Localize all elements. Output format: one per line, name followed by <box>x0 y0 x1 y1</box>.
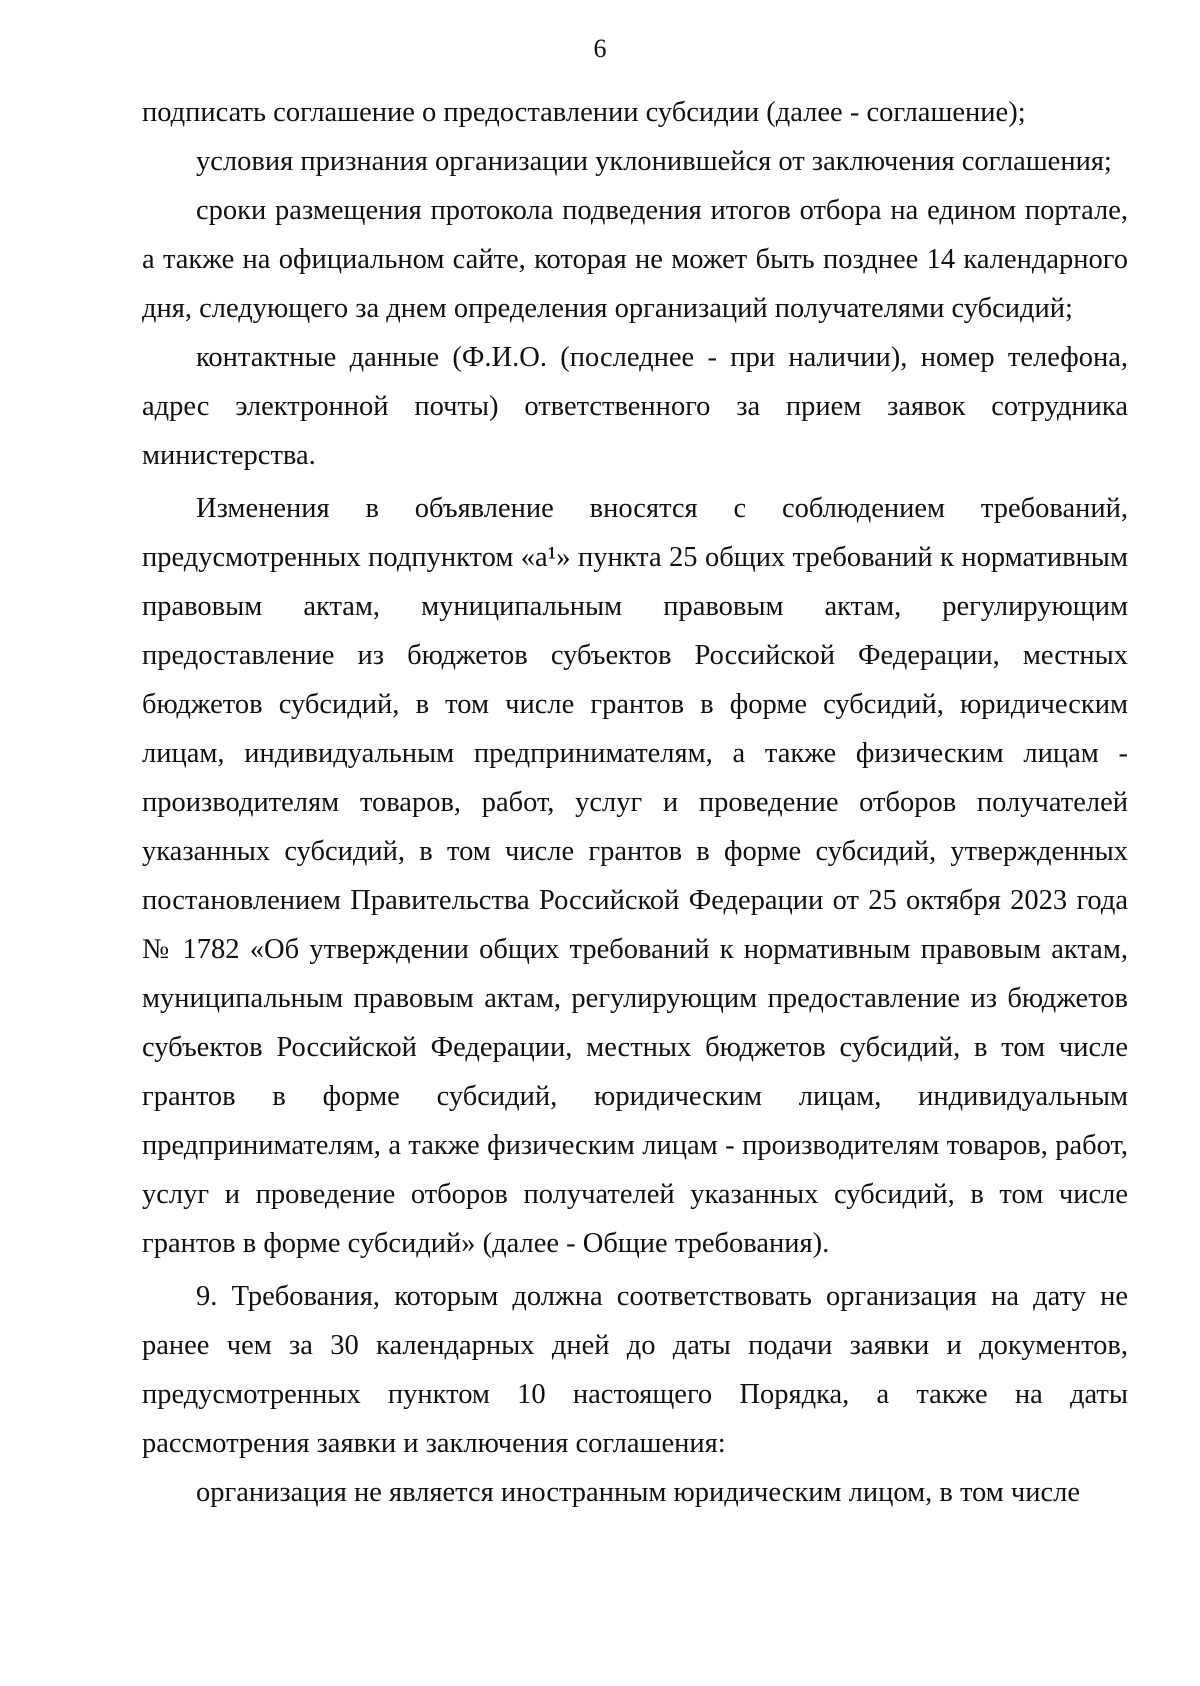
paragraph: 9. Требования, которым должна соответствовать организация на дату не ранее чем за 30 календарных дней до даты подачи заявки и документов, предусмотренных пунктом 10 настоящего Порядка, а также на даты рассмотрения заявки и заключения соглашения: <box>142 1281 1128 1459</box>
paragraph: Изменения в объявление вносятся с соблюдением требований, предусмотренных подпунктом «а¹» пункта 25 общих требований к нормативным правовым актам, муниципальным правовым актам, регулирующим предоставление из бюджетов субъектов Российской Федерации, местных бюджетов субсидий, в том числе грантов в форме субсидий, юридическим лицам, индивидуальным предпринимателям, а также физическим лицам - производителям товаров, работ, услуг и проведение отборов получателей указанных субсидий, в том числе грантов в форме субсидий, утвержденных постановлением Правительства Российской Федерации от 25 октября 2023 года № 1782 «Об утверждении общих требований к нормативным правовым актам, муниципальным правовым актам, регулирующим предоставление из бюджетов субъектов Российской Федерации, местных бюджетов субсидий, в том числе грантов в форме субсидий, юридическим лицам, индивидуальным предпринимателям, а также физическим лицам - производителям товаров, работ, услуг и проведение отборов получателей указанных субсидий, в том числе грантов в форме субсидий» (далее - Общие требования). <box>142 493 1128 1259</box>
paragraph: условия признания организации уклонившейся от заключения соглашения; <box>196 146 1112 177</box>
paragraph: подписать соглашение о предоставлении субсидии (далее - соглашение); <box>142 97 1026 128</box>
paragraph: сроки размещения протокола подведения итогов отбора на едином портале, а также на официальном сайте, которая не может быть позднее 14 календарного дня, следующего за днем определения организаций получателями субсидий; <box>142 195 1128 324</box>
paragraph: контактные данные (Ф.И.О. (последнее - при наличии), номер телефона, адрес электронной почты) ответственного за прием заявок сотрудника министерства. <box>142 342 1128 471</box>
document-body <box>142 88 1128 1517</box>
page-number: 6 <box>593 34 607 63</box>
paragraph: организация не является иностранным юридическим лицом, в том числе <box>196 1477 1081 1508</box>
